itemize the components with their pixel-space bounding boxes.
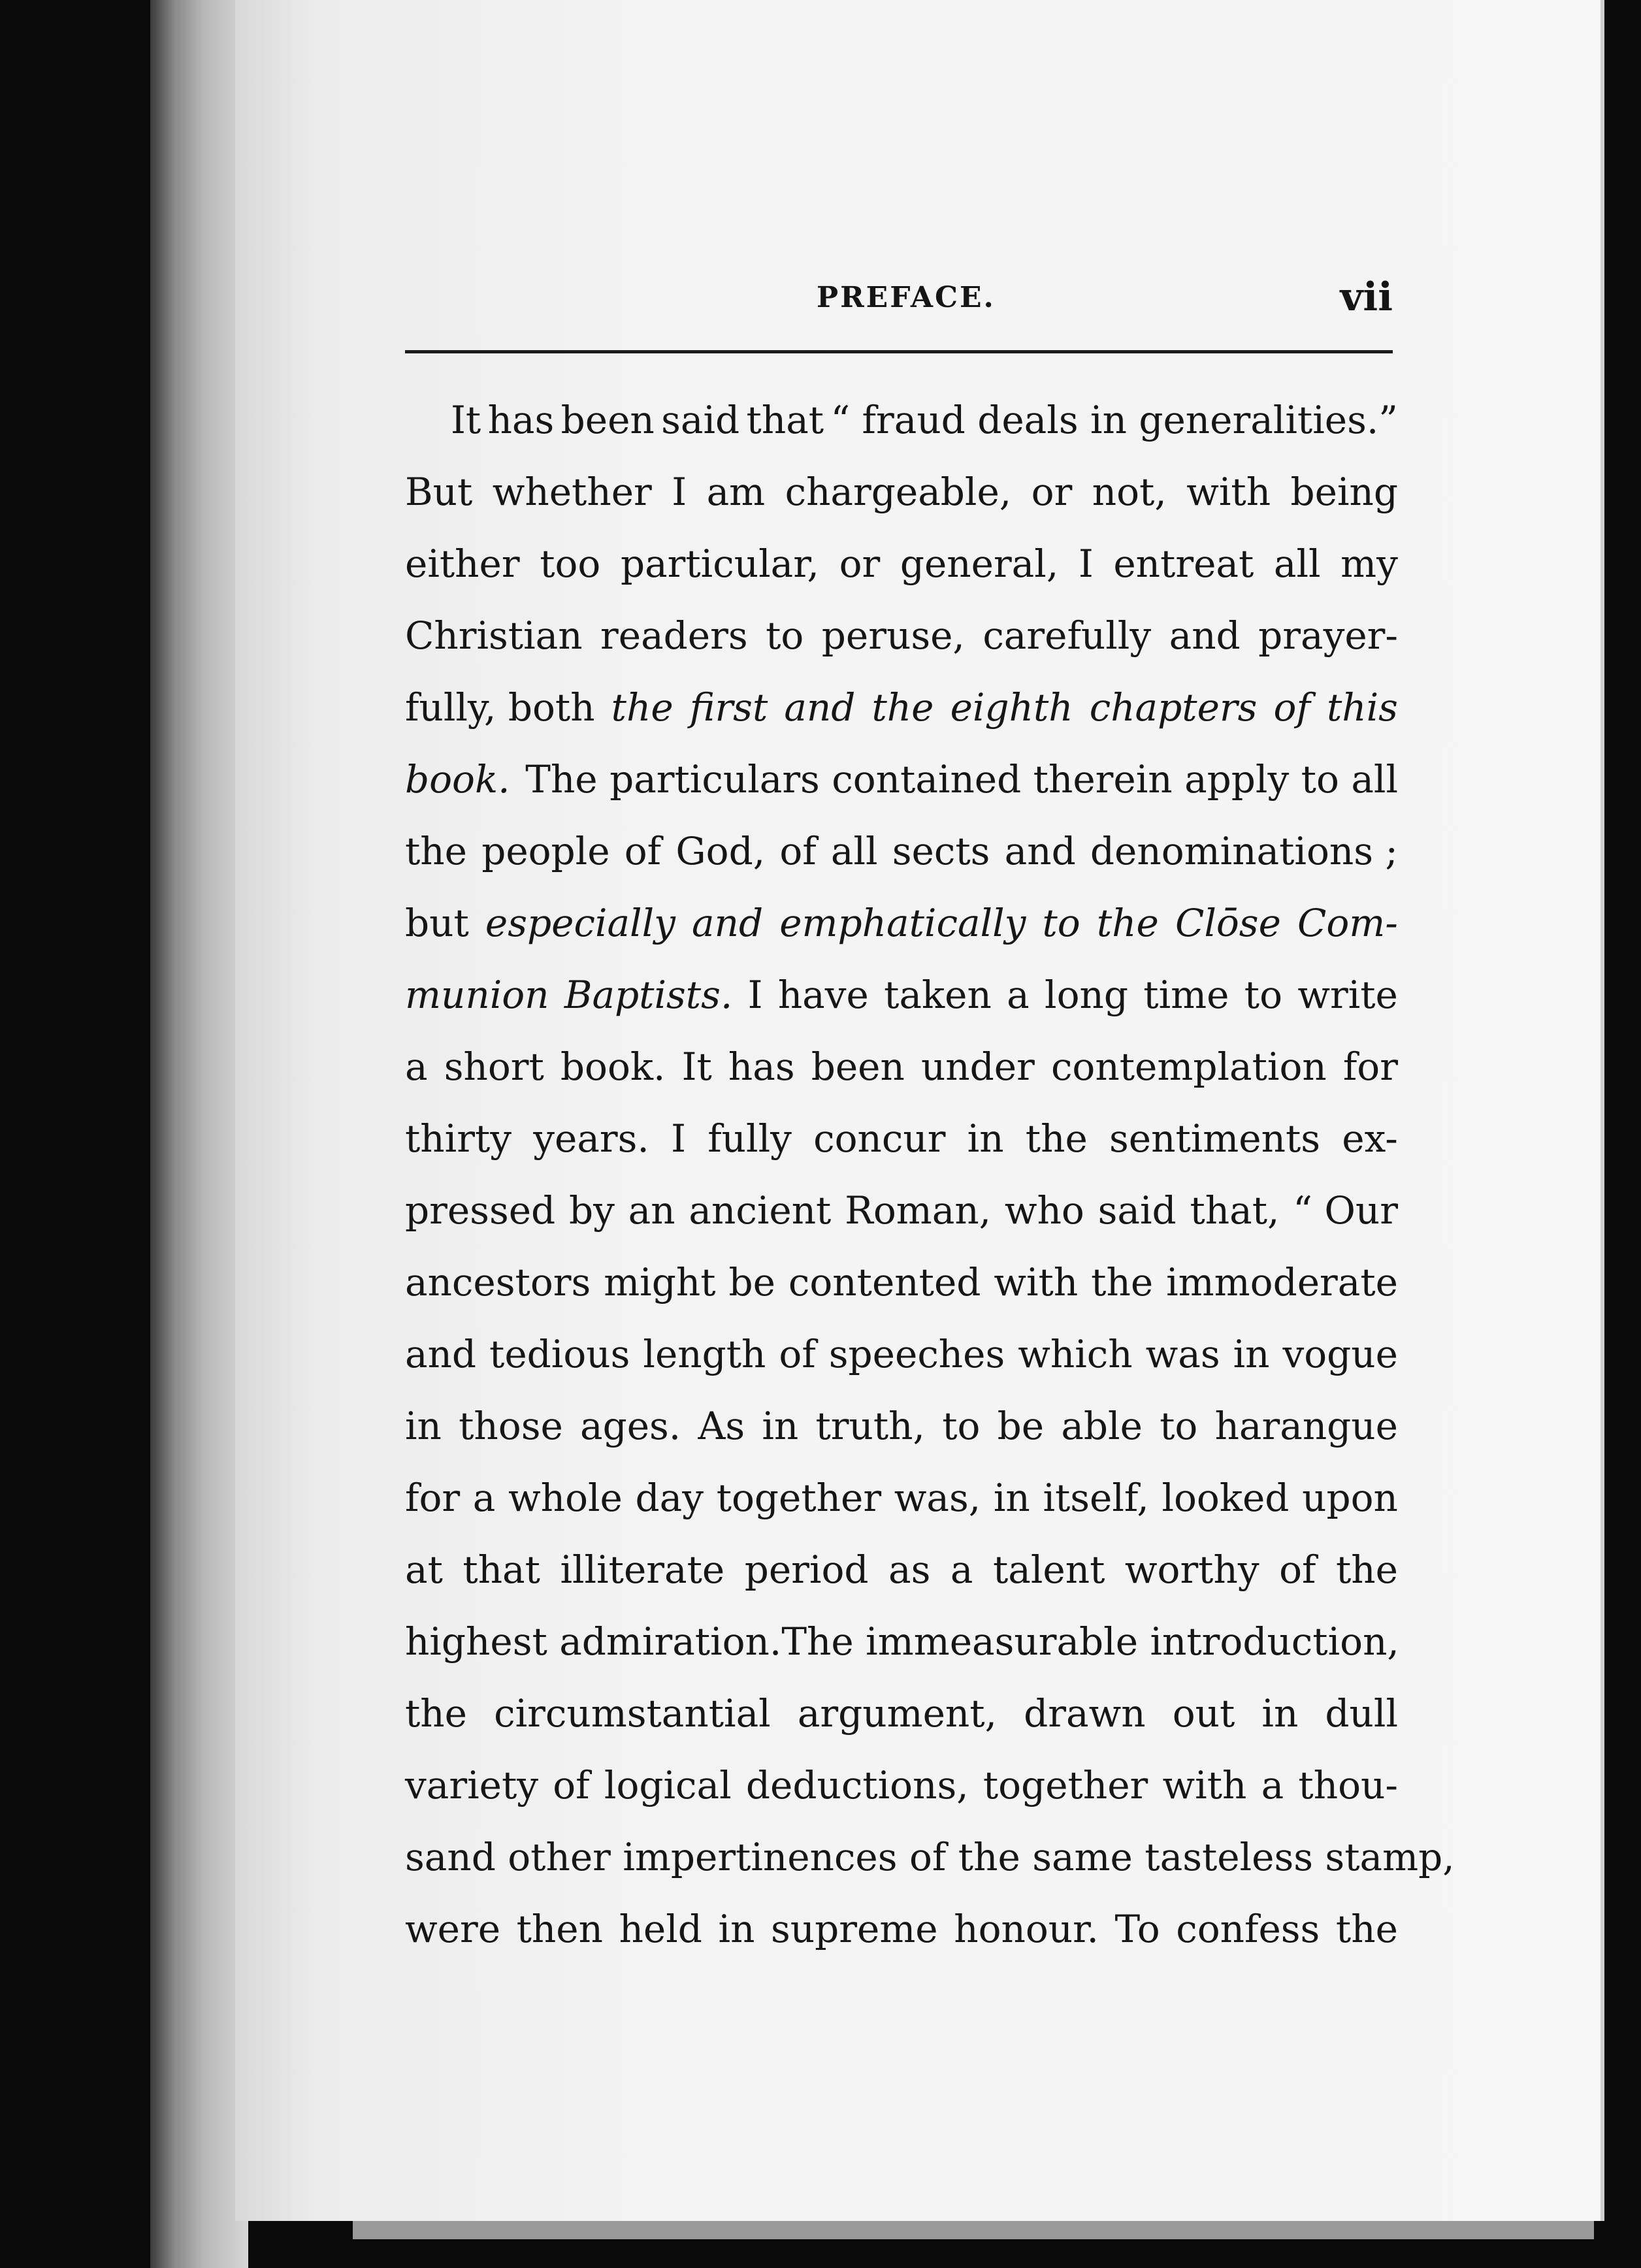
word: my bbox=[1340, 542, 1398, 586]
page-number: vii bbox=[1340, 274, 1393, 320]
word: But bbox=[405, 470, 473, 514]
word: dull bbox=[1325, 1691, 1398, 1736]
word: sand other impertinences of the same tasteless stamp, bbox=[405, 1835, 1455, 1879]
word: out bbox=[1172, 1691, 1235, 1736]
word: contemplation bbox=[1050, 1045, 1327, 1089]
word: who bbox=[1004, 1188, 1084, 1233]
text-line bbox=[405, 1103, 1398, 1174]
word: and bbox=[1004, 829, 1076, 873]
word: was bbox=[1145, 1332, 1220, 1376]
word: tedious bbox=[489, 1332, 630, 1376]
word: book. bbox=[405, 757, 510, 802]
word: ancestors bbox=[405, 1260, 591, 1304]
word: of bbox=[1279, 1547, 1316, 1592]
word: long bbox=[1045, 973, 1128, 1017]
word: logical bbox=[604, 1763, 732, 1807]
word: an bbox=[628, 1188, 675, 1233]
word: held bbox=[619, 1907, 702, 1951]
word: particular, bbox=[620, 542, 819, 586]
word: entreat bbox=[1113, 542, 1254, 586]
word: Roman, bbox=[845, 1188, 992, 1233]
text-line bbox=[405, 1677, 1398, 1749]
word: the bbox=[405, 829, 467, 873]
word: a bbox=[472, 1476, 496, 1520]
word: denominations ; bbox=[1090, 829, 1398, 873]
word: It bbox=[681, 1045, 712, 1089]
word: have bbox=[777, 973, 869, 1017]
word: highest admiration. bbox=[405, 1619, 782, 1664]
word: in bbox=[967, 1116, 1004, 1161]
word: emphatically bbox=[779, 901, 1026, 945]
word: readers bbox=[600, 613, 748, 658]
word: of bbox=[553, 1763, 590, 1807]
word: the bbox=[1336, 1547, 1398, 1592]
word: “ Our bbox=[1293, 1188, 1398, 1233]
word: in bbox=[993, 1476, 1030, 1520]
word: pressed bbox=[405, 1188, 556, 1233]
word: were bbox=[405, 1907, 501, 1951]
word: fully, both bbox=[405, 685, 595, 730]
word: variety bbox=[405, 1763, 539, 1807]
word: a bbox=[405, 1045, 428, 1089]
text-line bbox=[405, 1534, 1398, 1606]
word: of bbox=[1273, 685, 1310, 730]
word: short bbox=[444, 1045, 544, 1089]
word: this bbox=[1326, 685, 1398, 730]
word: as bbox=[888, 1547, 931, 1592]
word: vogue bbox=[1282, 1332, 1398, 1376]
word: To bbox=[1114, 1907, 1160, 1951]
word: upon bbox=[1302, 1476, 1398, 1520]
word: ex- bbox=[1342, 1116, 1398, 1161]
word: with bbox=[994, 1260, 1079, 1304]
text-line bbox=[405, 743, 1398, 815]
word: of bbox=[624, 829, 662, 873]
word: chapters bbox=[1089, 685, 1258, 730]
text-line bbox=[405, 1821, 1455, 1893]
word: the bbox=[1091, 1260, 1154, 1304]
word: especially bbox=[485, 901, 675, 945]
word: to bbox=[1160, 1404, 1198, 1448]
word: in bbox=[1233, 1332, 1270, 1376]
word: but bbox=[405, 901, 469, 945]
text-line bbox=[405, 1462, 1398, 1534]
running-head bbox=[405, 274, 1393, 327]
text-line bbox=[405, 1318, 1398, 1390]
word: be bbox=[728, 1260, 775, 1304]
word: I bbox=[671, 1116, 686, 1161]
text-line bbox=[405, 672, 1398, 743]
header-rule bbox=[405, 350, 1393, 353]
word: to bbox=[1042, 901, 1080, 945]
word: of bbox=[779, 829, 817, 873]
word: thirty bbox=[405, 1116, 512, 1161]
text-line bbox=[405, 1390, 1398, 1462]
word: chargeable, bbox=[785, 470, 1012, 514]
word: I bbox=[747, 973, 763, 1017]
word: the bbox=[871, 685, 934, 730]
word: been bbox=[561, 398, 655, 442]
text-line bbox=[405, 384, 1398, 456]
word: I bbox=[1078, 542, 1094, 586]
word: prayer- bbox=[1258, 613, 1398, 658]
word: said bbox=[661, 398, 740, 442]
word: fully bbox=[707, 1116, 792, 1161]
word: being bbox=[1290, 470, 1398, 514]
word: period bbox=[744, 1547, 869, 1592]
word: write bbox=[1297, 973, 1398, 1017]
word: and bbox=[405, 1332, 477, 1376]
word: be bbox=[997, 1404, 1045, 1448]
word: harangue bbox=[1214, 1404, 1398, 1448]
word: Com- bbox=[1297, 901, 1398, 945]
word: looked bbox=[1162, 1476, 1290, 1520]
word: circumstantial bbox=[494, 1691, 771, 1736]
word: for bbox=[405, 1476, 461, 1520]
word: able bbox=[1061, 1404, 1143, 1448]
word: deductions, bbox=[745, 1763, 969, 1807]
word: illiterate bbox=[560, 1547, 725, 1592]
word: speeches bbox=[828, 1332, 1005, 1376]
word: itself, bbox=[1043, 1476, 1149, 1520]
word: confess bbox=[1176, 1907, 1320, 1951]
word: to bbox=[942, 1404, 981, 1448]
word: concur bbox=[813, 1116, 946, 1161]
word: to bbox=[1244, 973, 1283, 1017]
text-line bbox=[405, 815, 1398, 887]
word: to bbox=[766, 613, 804, 658]
binding-gutter bbox=[150, 0, 248, 2268]
word: for bbox=[1342, 1045, 1398, 1089]
word: carefully bbox=[983, 613, 1152, 658]
word: the bbox=[1335, 1907, 1398, 1951]
word: whole bbox=[508, 1476, 623, 1520]
word: first bbox=[689, 685, 768, 730]
text-line bbox=[405, 456, 1398, 528]
word: or bbox=[839, 542, 881, 586]
word: in bbox=[718, 1907, 755, 1951]
word: been bbox=[811, 1045, 905, 1089]
word: drawn bbox=[1024, 1691, 1146, 1736]
word: that, bbox=[1190, 1188, 1280, 1233]
word: those bbox=[459, 1404, 563, 1448]
word: and bbox=[1169, 613, 1241, 658]
text-line bbox=[405, 959, 1398, 1031]
word: contented bbox=[788, 1260, 981, 1304]
word: either bbox=[405, 542, 520, 586]
word: am bbox=[706, 470, 766, 514]
word: argument, bbox=[797, 1691, 998, 1736]
word: Baptists. bbox=[564, 973, 733, 1017]
word: sentiments bbox=[1109, 1116, 1321, 1161]
page-edge bbox=[353, 2221, 1594, 2239]
text-line bbox=[405, 1893, 1398, 1965]
word: supreme bbox=[771, 1907, 938, 1951]
word: time bbox=[1143, 973, 1229, 1017]
word: not, bbox=[1092, 470, 1167, 514]
word: ancient bbox=[689, 1188, 832, 1233]
word: and bbox=[784, 685, 856, 730]
word: ages. bbox=[580, 1404, 681, 1448]
word: talent bbox=[992, 1547, 1105, 1592]
word: worthy bbox=[1124, 1547, 1259, 1592]
word: has bbox=[728, 1045, 795, 1089]
word: God, bbox=[675, 829, 766, 873]
text-line bbox=[405, 1174, 1398, 1246]
word: that bbox=[463, 1547, 540, 1592]
word: at bbox=[405, 1547, 443, 1592]
word: that bbox=[746, 398, 824, 442]
word: sects bbox=[892, 829, 990, 873]
word: in bbox=[405, 1404, 442, 1448]
text-line bbox=[405, 1606, 1398, 1677]
word: honour. bbox=[954, 1907, 1099, 1951]
word: a bbox=[1261, 1763, 1284, 1807]
word: then bbox=[516, 1907, 603, 1951]
word: together bbox=[983, 1763, 1148, 1807]
word: The immeasurable introduction, bbox=[781, 1619, 1399, 1664]
word: book. bbox=[560, 1045, 666, 1089]
word: and bbox=[692, 901, 764, 945]
word: in bbox=[762, 1404, 799, 1448]
text-line bbox=[405, 1749, 1398, 1821]
word: might bbox=[604, 1260, 716, 1304]
text-line bbox=[405, 1246, 1398, 1318]
word: all bbox=[1273, 542, 1321, 586]
word: eighth bbox=[950, 685, 1073, 730]
text-line bbox=[405, 1031, 1398, 1103]
word: a bbox=[950, 1547, 973, 1592]
word: which bbox=[1018, 1332, 1133, 1376]
word: the bbox=[405, 1691, 467, 1736]
word: the bbox=[1025, 1116, 1088, 1161]
word: taken bbox=[884, 973, 992, 1017]
word: Clōse bbox=[1175, 901, 1281, 945]
text-line bbox=[405, 528, 1398, 600]
word: together bbox=[716, 1476, 882, 1520]
word: with bbox=[1162, 1763, 1247, 1807]
word: immoderate bbox=[1166, 1260, 1398, 1304]
word: thou- bbox=[1298, 1763, 1398, 1807]
word: said bbox=[1097, 1188, 1177, 1233]
word: whether bbox=[492, 470, 652, 514]
word: was, bbox=[894, 1476, 981, 1520]
word: The particulars contained therein apply to all bbox=[525, 757, 1398, 802]
word: too bbox=[540, 542, 601, 586]
word: a bbox=[1007, 973, 1030, 1017]
word: all bbox=[830, 829, 878, 873]
word: general, bbox=[900, 542, 1059, 586]
word: of bbox=[779, 1332, 816, 1376]
word: As bbox=[698, 1404, 745, 1448]
text-line bbox=[405, 600, 1398, 672]
word: in bbox=[1261, 1691, 1299, 1736]
word: people bbox=[481, 829, 610, 873]
word: years. bbox=[533, 1116, 649, 1161]
text-line bbox=[405, 887, 1398, 959]
word: with bbox=[1186, 470, 1271, 514]
word: peruse, bbox=[821, 613, 965, 658]
word: truth, bbox=[815, 1404, 925, 1448]
running-title: PREFACE. bbox=[817, 281, 996, 314]
word: or bbox=[1031, 470, 1073, 514]
word: has bbox=[487, 398, 555, 442]
preface-text bbox=[405, 384, 1455, 1965]
word: Christian bbox=[405, 613, 583, 658]
word: day bbox=[635, 1476, 704, 1520]
word: by bbox=[568, 1188, 615, 1233]
word: the bbox=[611, 685, 674, 730]
word: It bbox=[451, 398, 481, 442]
word: munion bbox=[405, 973, 549, 1017]
word: the bbox=[1096, 901, 1159, 945]
word: under bbox=[920, 1045, 1035, 1089]
word: length bbox=[643, 1332, 766, 1376]
word: I bbox=[672, 470, 687, 514]
word: “ fraud deals in generalities.” bbox=[830, 398, 1398, 442]
